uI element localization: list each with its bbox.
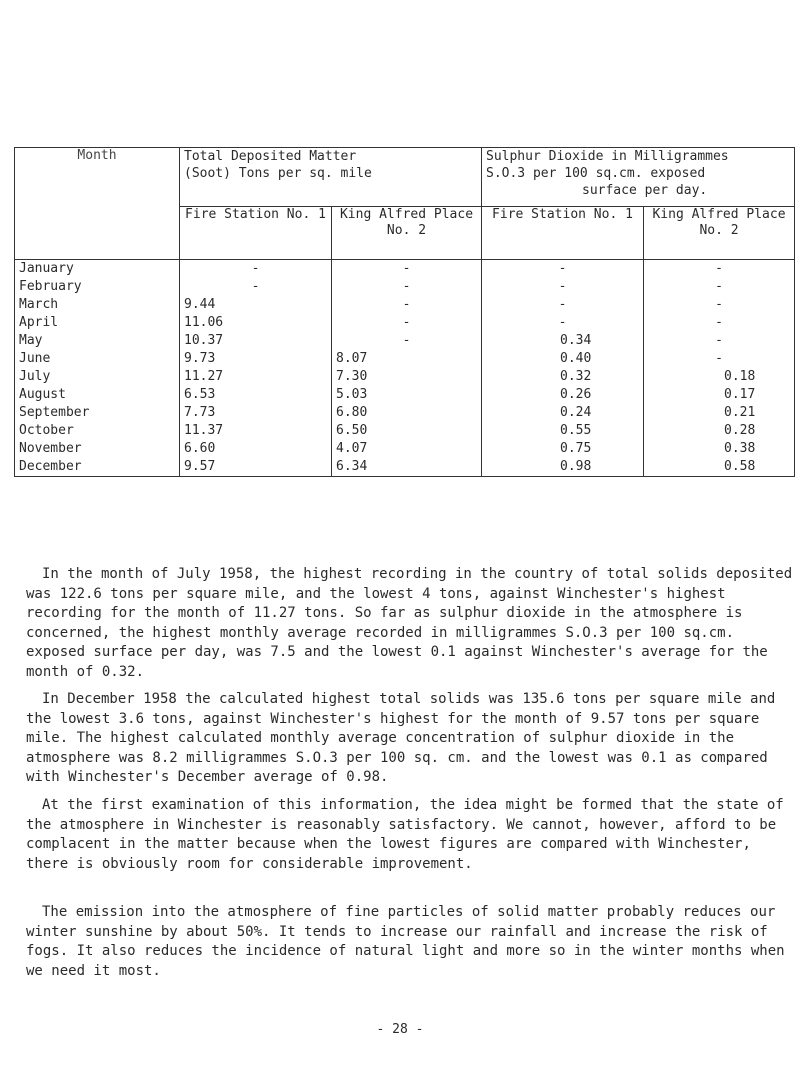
table-row (15, 458, 795, 477)
table-row (15, 278, 795, 296)
value-cell: 0.38 (644, 440, 795, 458)
station-header-line3: No. 2 (699, 223, 739, 238)
value-cell: - (644, 278, 795, 296)
value-cell: 6.53 (180, 386, 332, 404)
value-cell: - (180, 260, 332, 279)
sulphur-dioxide-header (482, 148, 795, 207)
value-cell: - (644, 332, 795, 350)
value-cell: 7.73 (180, 404, 332, 422)
value-cell: 0.75 (482, 440, 644, 458)
value-cell: 0.34 (482, 332, 644, 350)
month-cell: March (15, 296, 180, 314)
value-cell: 11.27 (180, 368, 332, 386)
sulphur-dioxide-header-line1: Sulphur Dioxide in Milligrammes (486, 149, 729, 164)
month-cell: July (15, 368, 180, 386)
value-cell: - (332, 314, 482, 332)
value-cell: 8.07 (332, 350, 482, 368)
station-header-line3: No. 2 (386, 223, 427, 238)
station-header-line2: Fire Station (185, 207, 279, 222)
value-cell: 10.37 (180, 332, 332, 350)
station-header-king-alfred-2 (644, 207, 795, 260)
table-row (15, 350, 795, 368)
value-cell: - (332, 296, 482, 314)
value-cell: 9.44 (180, 296, 332, 314)
paragraph-december (26, 690, 794, 788)
month-header: Month (15, 148, 180, 260)
value-cell: 6.80 (332, 404, 482, 422)
value-cell: 6.50 (332, 422, 482, 440)
sulphur-dioxide-header-line2: S.O.3 per 100 sq.cm. exposed (486, 166, 706, 181)
month-cell: September (15, 404, 180, 422)
value-cell: 0.28 (644, 422, 795, 440)
deposited-matter-header (180, 148, 482, 207)
deposited-matter-header-line1: Total Deposited Matter (184, 149, 357, 164)
value-cell: - (644, 350, 795, 368)
value-cell: - (180, 278, 332, 296)
month-cell: December (15, 458, 180, 477)
station-header-fire-1 (180, 207, 332, 260)
station-header-line2: Place (433, 207, 474, 222)
table-row (15, 368, 795, 386)
value-cell: 0.24 (482, 404, 644, 422)
value-cell: 0.58 (644, 458, 795, 477)
station-header-line1: King Alfred (339, 207, 427, 222)
value-cell: 0.55 (482, 422, 644, 440)
value-cell: - (482, 314, 644, 332)
page-number: - 28 - (376, 1022, 424, 1037)
month-cell: April (15, 314, 180, 332)
value-cell: 4.07 (332, 440, 482, 458)
table-row (15, 386, 795, 404)
month-cell: February (15, 278, 180, 296)
value-cell: 0.18 (644, 368, 795, 386)
value-cell: 9.73 (180, 350, 332, 368)
table-row (15, 296, 795, 314)
paragraph-july (26, 565, 794, 682)
paragraph-text: At the first examination of this information, the idea might be formed that the state of the atmosphere in Winchester is reasonably satisfactory. We cannot, however, afford to be complacent in the matter because when the lowest figures are compared with Winchester, there is obviously room for considerable improvement. (26, 797, 784, 872)
value-cell: - (332, 260, 482, 279)
table-row (15, 314, 795, 332)
value-cell: - (332, 332, 482, 350)
value-cell: - (644, 314, 795, 332)
value-cell: - (482, 278, 644, 296)
table-row (15, 440, 795, 458)
month-cell: August (15, 386, 180, 404)
station-header-line2: Fire Station (492, 207, 586, 222)
value-cell: 0.17 (644, 386, 795, 404)
value-cell: - (482, 296, 644, 314)
value-cell: 11.37 (180, 422, 332, 440)
station-header-line1: King Alfred (652, 207, 739, 222)
paragraph-text: In the month of July 1958, the highest recording in the country of total solids deposited was 122.6 tons per square mile, and the lowest 4 tons, against Winchester's highest recording for the month of 11.27 tons. So far as sulphur dioxide in the atmosphere is concerned, the highest monthly average recorded in milligrammes S.O.3 per 100 sq.cm. exposed surface per day, was 7.5 and the lowest 0.1 against Winchester's average for the month of 0.32. (26, 566, 793, 680)
value-cell: 0.32 (482, 368, 644, 386)
value-cell: 6.60 (180, 440, 332, 458)
table-row (15, 260, 795, 279)
station-header-line2: Place (746, 207, 786, 222)
station-header-fire-2 (482, 207, 644, 260)
paragraph-emission (26, 903, 794, 981)
value-cell: 6.34 (332, 458, 482, 477)
value-cell: - (482, 260, 644, 279)
station-header-line3: No. 1 (593, 207, 633, 222)
sulphur-dioxide-header-line3: surface per day. (582, 183, 708, 198)
month-cell: January (15, 260, 180, 279)
table-row (15, 332, 795, 350)
value-cell: 0.21 (644, 404, 795, 422)
station-header-line3: No. 1 (286, 207, 326, 222)
value-cell: 0.98 (482, 458, 644, 477)
table-row (15, 404, 795, 422)
pollution-table (14, 147, 795, 477)
value-cell: - (644, 260, 795, 279)
value-cell: 7.30 (332, 368, 482, 386)
paragraph-text: The emission into the atmosphere of fine particles of solid matter probably reduces our winter sunshine by about 50%. It tends to increase our rainfall and increase the risk of fogs. It also reduces the incidence of natural light and more so in the winter months when we need it most. (26, 904, 785, 979)
value-cell: 9.57 (180, 458, 332, 477)
value-cell: - (332, 278, 482, 296)
value-cell: 11.06 (180, 314, 332, 332)
table-row (15, 422, 795, 440)
month-cell: November (15, 440, 180, 458)
value-cell: - (644, 296, 795, 314)
deposited-matter-header-line2: (Soot) Tons per sq. mile (184, 166, 372, 181)
station-header-king-alfred-1 (332, 207, 482, 260)
value-cell: 0.26 (482, 386, 644, 404)
month-cell: May (15, 332, 180, 350)
paragraph-assessment (26, 796, 794, 874)
value-cell: 5.03 (332, 386, 482, 404)
value-cell: 0.40 (482, 350, 644, 368)
month-cell: October (15, 422, 180, 440)
month-cell: June (15, 350, 180, 368)
paragraph-text: In December 1958 the calculated highest total solids was 135.6 tons per square mile and the lowest 3.6 tons, against Winchester's highest for the month of 9.57 tons per square mile. The highest calculated monthly average concentration of sulphur dioxide in the atmosphere was 8.2 milligrammes S.O.3 per 100 sq. cm. and the lowest was 0.1 as compared with Winchester's December average of 0.98. (26, 691, 776, 785)
